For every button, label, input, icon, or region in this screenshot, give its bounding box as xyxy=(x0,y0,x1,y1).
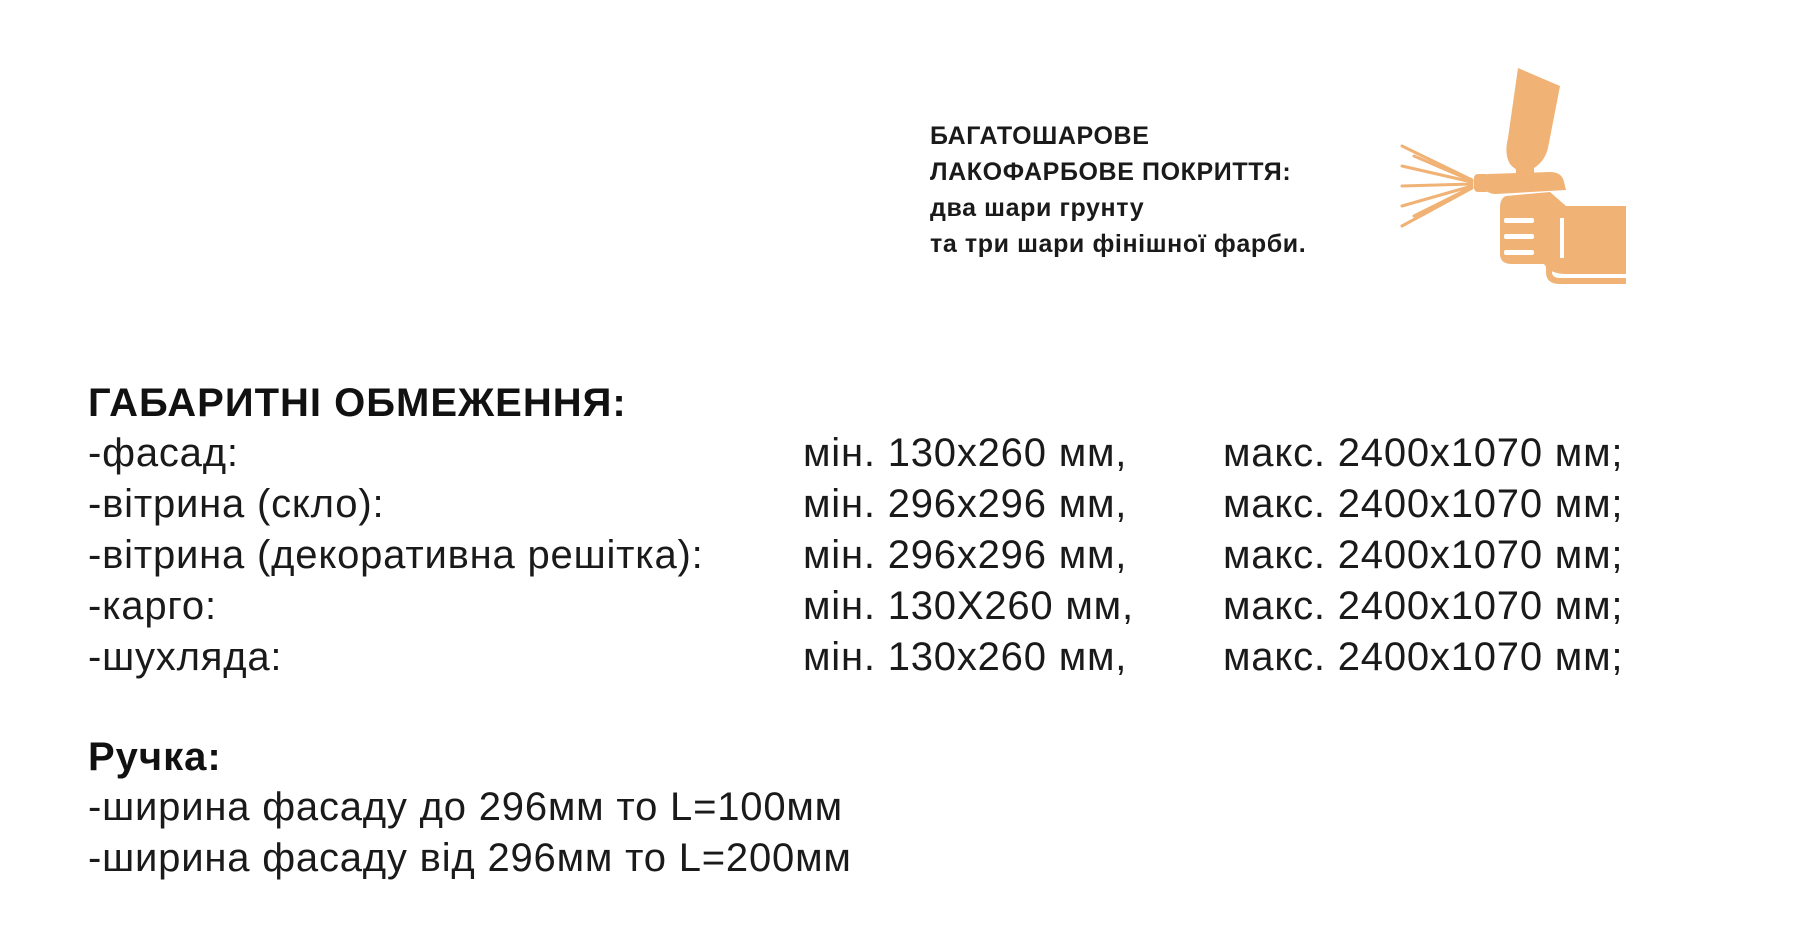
dimension-min: мін. 296х296 мм, xyxy=(803,533,1128,577)
dimension-row-facade xyxy=(88,428,1708,479)
dimension-max: макс. 2400х1070 мм; xyxy=(1223,431,1624,475)
handle-rule-line-2: -ширина фасаду від 296мм то L=200мм xyxy=(88,836,852,880)
handle-section xyxy=(88,732,1288,884)
coating-detail-line-1: два шари грунту xyxy=(930,194,1145,222)
handle-title: Ручка: xyxy=(88,735,222,779)
dimension-min: мін. 130х260 мм, xyxy=(803,635,1128,679)
spray-gun-icon xyxy=(1400,68,1630,288)
dimension-row-glass-showcase xyxy=(88,479,1708,530)
dimension-min: мін. 296х296 мм, xyxy=(803,482,1128,526)
dimension-max: макс. 2400х1070 мм; xyxy=(1223,584,1624,628)
dimension-min: мін. 130х260 мм, xyxy=(803,431,1128,475)
coating-title-line-2: ЛАКОФАРБОВЕ ПОКРИТТЯ: xyxy=(930,158,1292,186)
dimension-label: -карго: xyxy=(88,584,217,628)
dimension-label: -фасад: xyxy=(88,431,239,475)
dimension-label: -шухляда: xyxy=(88,635,283,679)
dimension-row-drawer xyxy=(88,632,1708,683)
dimension-row-grille-showcase xyxy=(88,530,1708,581)
dimension-label: -вітрина (скло): xyxy=(88,482,385,526)
dimension-row-cargo xyxy=(88,581,1708,632)
coating-title-line-1: БАГАТОШАРОВЕ xyxy=(930,122,1150,150)
handle-rule-line-1: -ширина фасаду до 296мм то L=100мм xyxy=(88,785,843,829)
dimension-limits xyxy=(88,378,1708,683)
dimension-max: макс. 2400х1070 мм; xyxy=(1223,533,1624,577)
dimension-label: -вітрина (декоративна решітка): xyxy=(88,533,704,577)
dimension-max: макс. 2400х1070 мм; xyxy=(1223,635,1624,679)
dimension-max: макс. 2400х1070 мм; xyxy=(1223,482,1624,526)
coating-detail-line-2: та три шари фінішної фарби. xyxy=(930,230,1307,258)
dimension-limits-title: ГАБАРИТНІ ОБМЕЖЕННЯ: xyxy=(88,381,627,425)
coating-description xyxy=(930,118,1410,262)
dimension-min: мін. 130Х260 мм, xyxy=(803,584,1134,628)
